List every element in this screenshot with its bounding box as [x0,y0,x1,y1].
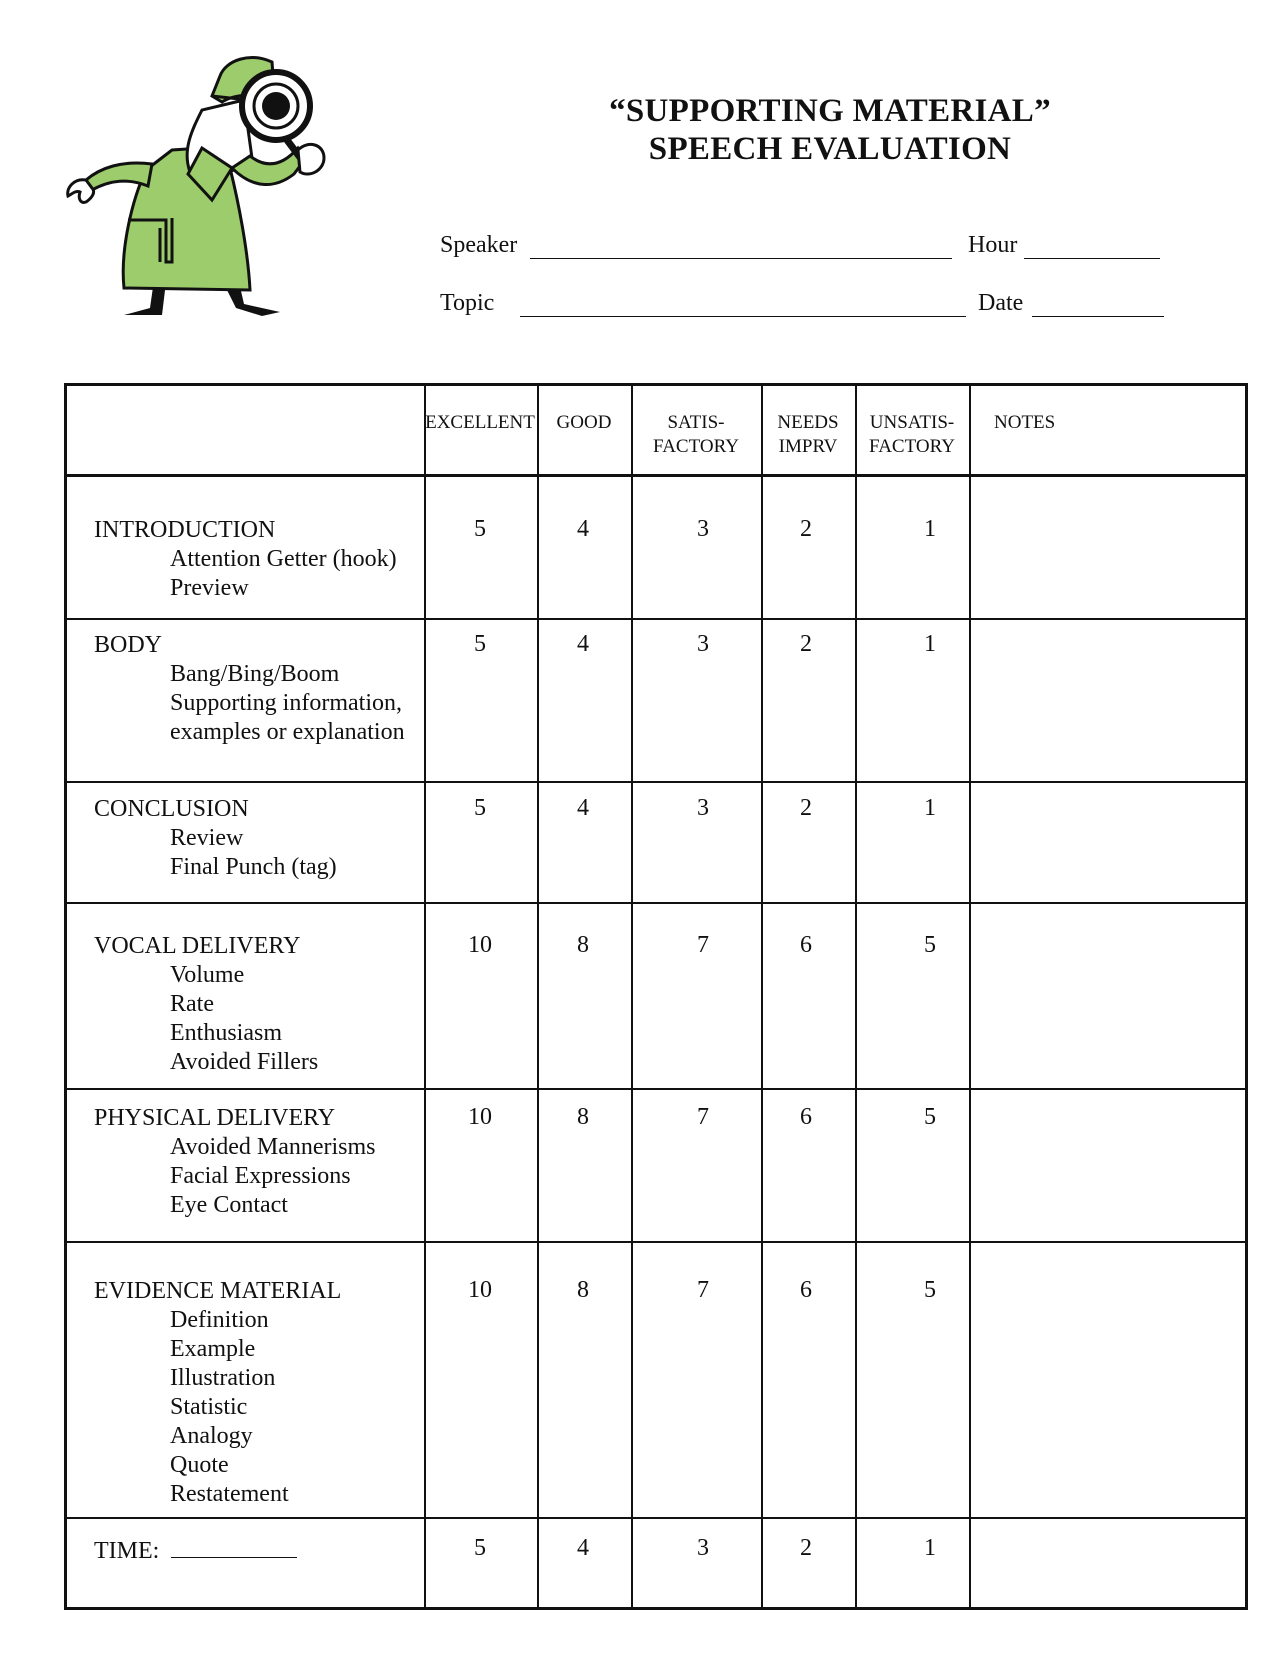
speaker-hour-row [440,232,1160,266]
col-header-satisfactory-line1: SATIS- [667,412,725,433]
row-category: CONCLUSION [94,796,249,822]
col-header-unsatis-line2: FACTORY [869,436,955,457]
row-item: Review [170,825,244,851]
col-header-needs-line1: NEEDS [777,412,839,433]
score-needs-improvement[interactable]: 6 [800,1104,812,1130]
row-item: Supporting information, [170,690,402,716]
row-item: Facial Expressions [170,1163,351,1189]
row-item: Avoided Mannerisms [170,1134,376,1160]
row-category: BODY [94,632,163,658]
row-item: Bang/Bing/Boom [170,661,340,687]
score-unsatisfactory[interactable]: 5 [924,932,936,958]
score-excellent[interactable]: 5 [474,795,486,821]
col-header-unsatis-line1: UNSATIS- [869,412,955,433]
col-header-good: GOOD [556,412,612,433]
row-item: Analogy [170,1423,253,1449]
row-introduction [94,516,397,603]
row-category: TIME: [94,1538,160,1564]
row-item: Illustration [170,1365,276,1391]
score-excellent[interactable]: 5 [474,631,486,657]
row-time [94,1535,297,1566]
score-unsatisfactory[interactable]: 1 [924,631,936,657]
score-excellent[interactable]: 10 [468,1277,492,1303]
score-good[interactable]: 8 [577,932,589,958]
row-physical-delivery [94,1104,376,1220]
time-field[interactable] [171,1535,297,1558]
row-item: Definition [170,1307,269,1333]
row-category: INTRODUCTION [94,517,276,543]
score-satisfactory[interactable]: 7 [697,932,709,958]
col-header-excellent: EXCELLENT [425,412,535,433]
score-needs-improvement[interactable]: 2 [800,631,812,657]
topic-date-row [440,290,1164,324]
speaker-field[interactable] [530,232,952,259]
score-satisfactory[interactable]: 7 [697,1277,709,1303]
hour-label: Hour [968,232,1018,258]
detective-magnifier-icon [62,40,362,340]
score-good[interactable]: 8 [577,1104,589,1130]
row-item: Volume [170,962,245,988]
score-needs-improvement[interactable]: 6 [800,1277,812,1303]
row-item: Restatement [170,1481,289,1507]
score-satisfactory[interactable]: 3 [697,795,709,821]
col-header-unsatisfactory [855,411,969,459]
score-unsatisfactory[interactable]: 1 [924,516,936,542]
score-satisfactory[interactable]: 7 [697,1104,709,1130]
score-unsatisfactory[interactable]: 1 [924,795,936,821]
row-item: Final Punch (tag) [170,854,337,880]
score-unsatisfactory[interactable]: 1 [924,1535,936,1561]
score-good[interactable]: 4 [577,1535,589,1561]
score-satisfactory[interactable]: 3 [697,631,709,657]
row-item: Quote [170,1452,229,1478]
row-category: VOCAL DELIVERY [94,933,301,959]
col-header-satisfactory [631,411,761,459]
score-good[interactable]: 4 [577,516,589,542]
topic-field[interactable] [520,290,966,317]
score-good[interactable]: 4 [577,795,589,821]
score-excellent[interactable]: 10 [468,1104,492,1130]
row-item: Example [170,1336,256,1362]
col-header-needs-improvement [761,411,855,459]
row-item: Avoided Fillers [170,1049,319,1075]
row-item: Enthusiasm [170,1020,282,1046]
row-category: EVIDENCE MATERIAL [94,1278,342,1304]
row-vocal-delivery [94,932,318,1077]
score-needs-improvement[interactable]: 2 [800,516,812,542]
score-unsatisfactory[interactable]: 5 [924,1104,936,1130]
score-good[interactable]: 4 [577,631,589,657]
row-category: PHYSICAL DELIVERY [94,1105,336,1131]
score-unsatisfactory[interactable]: 5 [924,1277,936,1303]
row-item: Rate [170,991,214,1017]
col-header-notes: NOTES [994,412,1056,433]
row-item: Preview [170,575,249,601]
score-needs-improvement[interactable]: 6 [800,932,812,958]
score-needs-improvement[interactable]: 2 [800,1535,812,1561]
row-evidence-material [94,1277,341,1509]
score-excellent[interactable]: 5 [474,1535,486,1561]
row-item: Eye Contact [170,1192,288,1218]
row-item: Statistic [170,1394,248,1420]
topic-label: Topic [440,290,495,316]
title-line-2: SPEECH EVALUATION [648,131,1012,167]
speaker-label: Speaker [440,232,518,258]
row-conclusion [94,795,337,882]
col-header-needs-line2: IMPRV [778,436,838,457]
score-excellent[interactable]: 5 [474,516,486,542]
title-line-1: “SUPPORTING MATERIAL” [609,93,1051,129]
row-body [94,631,405,747]
score-satisfactory[interactable]: 3 [697,1535,709,1561]
date-field[interactable] [1032,290,1164,317]
score-excellent[interactable]: 10 [468,932,492,958]
page-title [430,92,1230,168]
score-satisfactory[interactable]: 3 [697,516,709,542]
col-header-satisfactory-line2: FACTORY [653,436,739,457]
row-item: examples or explanation [170,719,405,745]
score-needs-improvement[interactable]: 2 [800,795,812,821]
date-label: Date [978,290,1024,316]
row-item: Attention Getter (hook) [170,546,397,572]
score-good[interactable]: 8 [577,1277,589,1303]
hour-field[interactable] [1024,232,1160,259]
